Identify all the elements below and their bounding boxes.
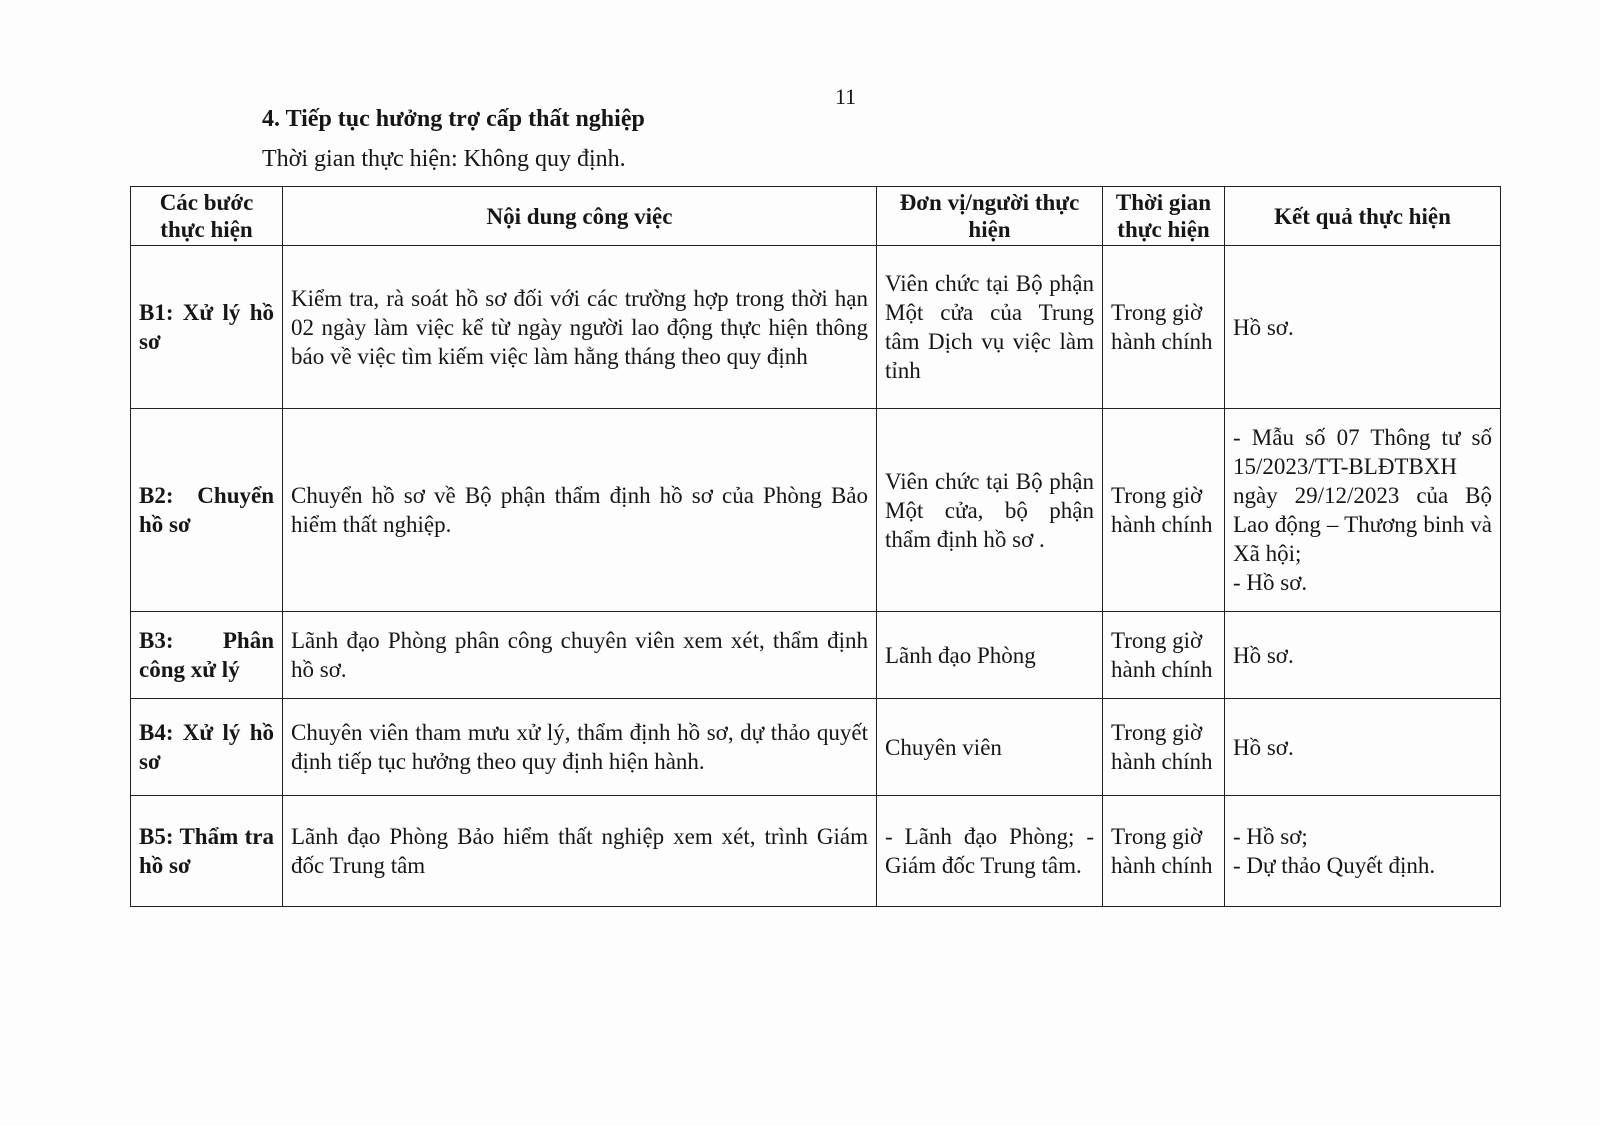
row-result bbox=[1225, 612, 1501, 699]
row-step: B5: Thẩm tra hồ sơ bbox=[131, 796, 283, 907]
table-header-row bbox=[131, 187, 1501, 246]
row-step: B2: Chuyển hồ sơ bbox=[131, 409, 283, 612]
row-time: Trong giờ hành chính bbox=[1103, 612, 1225, 699]
result-line: - Hồ sơ. bbox=[1233, 570, 1308, 595]
result-line: Hồ sơ. bbox=[1233, 734, 1294, 760]
row-unit: Viên chức tại Bộ phận Một cửa, bộ phận thẩm định hồ sơ . bbox=[877, 409, 1103, 612]
row-time: Trong giờ hành chính bbox=[1103, 409, 1225, 612]
row-result bbox=[1225, 699, 1501, 796]
result-line: Hồ sơ. bbox=[1233, 642, 1294, 668]
procedure-table bbox=[130, 186, 1501, 907]
time-note: Thời gian thực hiện: Không quy định. bbox=[262, 146, 626, 172]
row-unit: Viên chức tại Bộ phận Một cửa của Trung tâm Dịch vụ việc làm tỉnh bbox=[877, 246, 1103, 409]
row-result bbox=[1225, 409, 1501, 612]
table-row bbox=[131, 699, 1501, 796]
row-step: B1: Xử lý hồ sơ bbox=[131, 246, 283, 409]
row-time: Trong giờ hành chính bbox=[1103, 796, 1225, 907]
row-content: Lãnh đạo Phòng Bảo hiểm thất nghiệp xem xét, trình Giám đốc Trung tâm bbox=[283, 796, 877, 907]
row-result bbox=[1225, 246, 1501, 409]
row-content: Chuyển hồ sơ về Bộ phận thẩm định hồ sơ của Phòng Bảo hiểm thất nghiệp. bbox=[283, 409, 877, 612]
result-line: - Mẫu số 07 Thông tư số 15/2023/TT-BLĐTBXH ngày 29/12/2023 của Bộ Lao động – Thương binh và Xã hội; bbox=[1233, 425, 1492, 566]
result-line: Hồ sơ. bbox=[1233, 314, 1294, 340]
row-content: Kiểm tra, rà soát hồ sơ đối với các trường hợp trong thời hạn 02 ngày làm việc kể từ ngày người lao động thực hiện thông báo về việc tìm kiếm việc làm hằng tháng theo quy định bbox=[283, 246, 877, 409]
result-line: - Hồ sơ; bbox=[1233, 824, 1308, 849]
header-unit: Đơn vị/người thực hiện bbox=[877, 187, 1103, 246]
header-content: Nội dung công việc bbox=[283, 187, 877, 246]
row-content: Lãnh đạo Phòng phân công chuyên viên xem xét, thẩm định hồ sơ. bbox=[283, 612, 877, 699]
page-number: 11 bbox=[835, 84, 857, 109]
row-unit: Lãnh đạo Phòng bbox=[877, 612, 1103, 699]
result-line: - Dự thảo Quyết định. bbox=[1233, 853, 1436, 878]
row-time: Trong giờ hành chính bbox=[1103, 246, 1225, 409]
row-content: Chuyên viên tham mưu xử lý, thẩm định hồ sơ, dự thảo quyết định tiếp tục hưởng theo quy định hiện hành. bbox=[283, 699, 877, 796]
table-row bbox=[131, 246, 1501, 409]
row-unit: Chuyên viên bbox=[877, 699, 1103, 796]
table-row bbox=[131, 796, 1501, 907]
row-time: Trong giờ hành chính bbox=[1103, 699, 1225, 796]
header-time: Thời gian thực hiện bbox=[1103, 187, 1225, 246]
row-step: B4: Xử lý hồ sơ bbox=[131, 699, 283, 796]
header-result: Kết quả thực hiện bbox=[1225, 187, 1501, 246]
row-step: B3: Phân công xử lý bbox=[131, 612, 283, 699]
row-result bbox=[1225, 796, 1501, 907]
table-row bbox=[131, 409, 1501, 612]
table-row bbox=[131, 612, 1501, 699]
row-unit: - Lãnh đạo Phòng; - Giám đốc Trung tâm. bbox=[877, 796, 1103, 907]
header-steps: Các bước thực hiện bbox=[131, 187, 283, 246]
section-title: 4. Tiếp tục hưởng trợ cấp thất nghiệp bbox=[262, 106, 645, 132]
